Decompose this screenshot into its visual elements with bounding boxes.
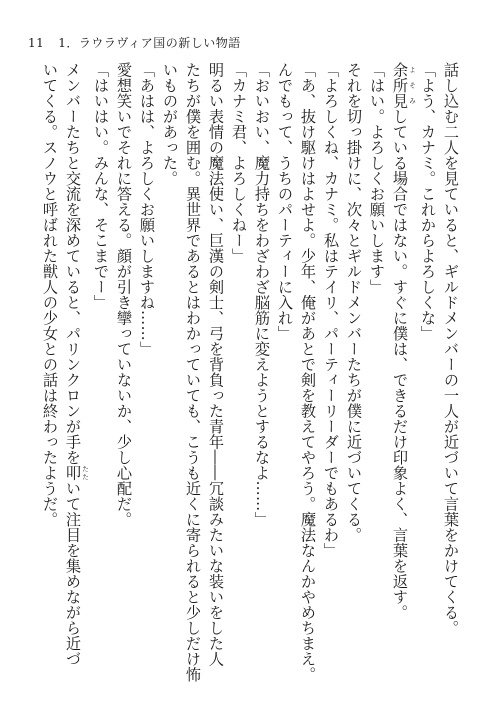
text-line: 愛想笑いでそれに答える。顔が引き攣っていないか、少し心配だ。 bbox=[115, 62, 133, 527]
ruby-annotation: 余所見 よそみ bbox=[391, 62, 416, 109]
text-line: 「よろしくね、カナミ。私はテイリ、パーティーリーダーでもあるわ」 bbox=[322, 62, 340, 558]
vertical-text-body bbox=[38, 62, 462, 682]
running-header bbox=[28, 34, 241, 51]
text-line: メンバーたちと交流を深めていると、パリンクロンが手を叩 たたいて注目を集めながら近づ bbox=[64, 62, 89, 667]
text-line: 「おいおい、魔力持ちをわざわざ脳筋に変えようとするなよ……」 bbox=[253, 62, 271, 527]
text-line: 「カナミ君、よろしくねー」 bbox=[230, 62, 248, 264]
text-line: 明るい表情の魔法使い、巨漢の剣士、弓を背負った青年――冗談みたいな装いをした人 bbox=[207, 62, 225, 667]
text-line: いてくる。スノウと呼ばれた獣人の少女との話は終わったようだ。 bbox=[41, 62, 59, 527]
text-line: んでもって、うちのパーティーに入れ」 bbox=[276, 62, 294, 341]
text-line: たちが僕を囲む。異世界であるとはわかっていても、こうも近くに寄られると少しだけ怖 bbox=[184, 62, 202, 682]
text-line: 「あはは、よろしくお願いしますね……」 bbox=[138, 62, 156, 357]
text-line: それを切っ掛けに、次々とギルドメンバーたちが僕に近づいてくる。 bbox=[345, 62, 363, 543]
chapter-title: 1．ラウラヴィア国の新しい物語 bbox=[58, 36, 241, 50]
text-line: 話し込む二人を見ていると、ギルドメンバーの一人が近づいて言葉をかけてくる。 bbox=[442, 62, 460, 636]
text-line: 余所見 よそみしている場合ではない。すぐに僕は、できるだけ印象よく、言葉を返す。 bbox=[391, 62, 416, 620]
text-line: 「はい。よろしくお願いします」 bbox=[368, 62, 386, 295]
page-number: 11 bbox=[28, 36, 45, 50]
text-line: 「あ、抜け駆けはよせよ。少年、俺があとで剣を教えてやろう。魔法なんかやめちまえ。 bbox=[299, 62, 317, 682]
ruby-annotation: 叩 たた bbox=[64, 465, 89, 481]
text-line: いものがあった。 bbox=[161, 62, 179, 186]
text-line: 「よう、カナミ。これからよろしくな」 bbox=[419, 62, 437, 341]
text-line: 「はいはい。みんな、そこまでー」 bbox=[92, 62, 110, 310]
